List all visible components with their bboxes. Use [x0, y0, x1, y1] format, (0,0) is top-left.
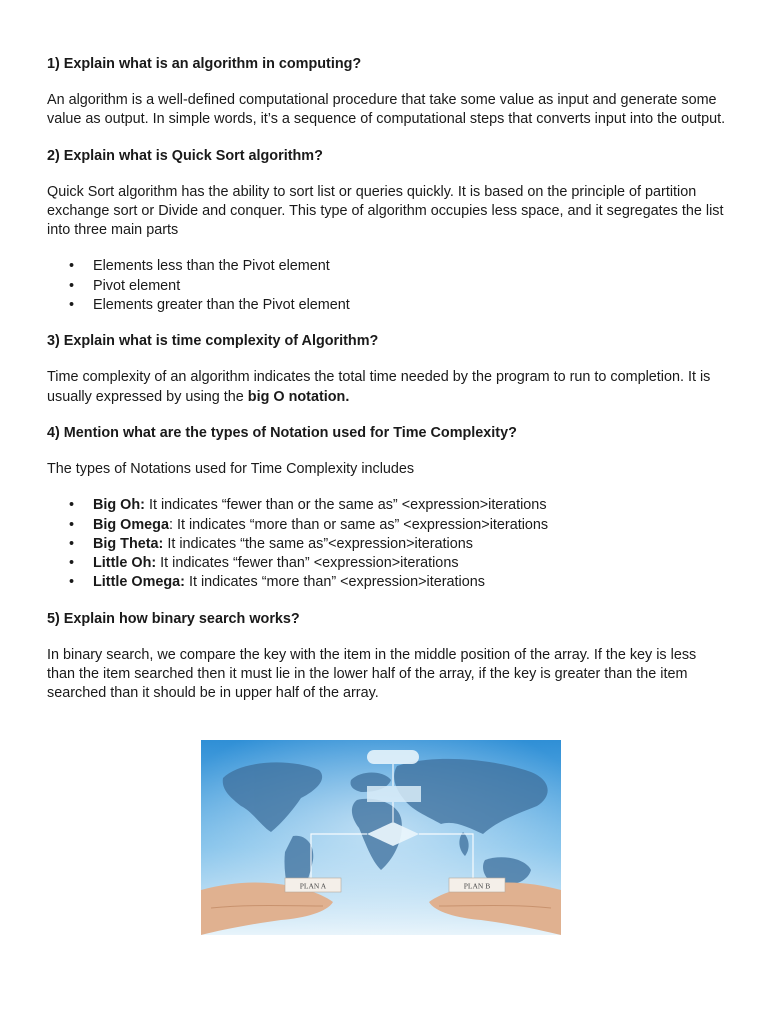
list-item: • Big Omega: It indicates “more than or same as” <expression>iterations: [47, 516, 727, 535]
document-body: [47, 55, 727, 721]
list-item: • Elements less than the Pivot element: [47, 257, 727, 276]
flowchart-hands-illustration: [201, 740, 561, 935]
paragraph-q2: Quick Sort algorithm has the ability to sort list or queries quickly. It is based on the principle of partition exchange sort or Divide and conquer. This type of algorithm occupies less space, and it segregates the list into three main parts: [47, 183, 724, 239]
flowchart-process-node: [367, 786, 421, 802]
plan-b-label: PLAN B: [463, 881, 491, 891]
bullet-icon: •: [69, 277, 75, 294]
quicksort-parts-list: [47, 257, 727, 315]
big-o-emphasis: big O notation.: [247, 388, 350, 405]
paragraph-q1: An algorithm is a well-defined computational procedure that take some value as input and generate some value as output. In simple words, it’s a sequence of computational steps that converts input into the output.: [47, 92, 726, 128]
bullet-icon: •: [69, 497, 75, 514]
list-item: • Big Oh: It indicates “fewer than or the same as” <expression>iterations: [47, 496, 727, 515]
heading-q5: 5) Explain how binary search works?: [47, 610, 300, 627]
list-item: • Little Omega: It indicates “more than” <expression>iterations: [47, 573, 727, 592]
bullet-icon: •: [69, 297, 75, 314]
list-item: • Pivot element: [47, 277, 727, 296]
bullet-icon: •: [69, 555, 75, 572]
heading-q4: 4) Mention what are the types of Notation used for Time Complexity?: [47, 424, 517, 441]
plan-a-label: PLAN A: [299, 881, 327, 891]
flowchart-start-node: [367, 750, 419, 764]
list-item: • Little Oh: It indicates “fewer than” <expression>iterations: [47, 554, 727, 573]
heading-q1: 1) Explain what is an algorithm in computing?: [47, 56, 362, 72]
illustration-svg: [201, 740, 561, 935]
heading-q2: 2) Explain what is Quick Sort algorithm?: [47, 147, 323, 164]
list-item: • Big Theta: It indicates “the same as”<expression>iterations: [47, 535, 727, 554]
paragraph-q3: Time complexity of an algorithm indicates the total time needed by the program to run to completion. It is usually expressed by using the big O notation.: [47, 369, 711, 405]
heading-q3: 3) Explain what is time complexity of Algorithm?: [47, 333, 379, 350]
paragraph-q4: The types of Notations used for Time Complexity includes: [47, 460, 415, 477]
bullet-icon: •: [69, 535, 75, 552]
notation-list: [47, 496, 727, 592]
list-item: • Elements greater than the Pivot element: [47, 296, 727, 315]
bullet-icon: •: [69, 258, 75, 275]
paragraph-q5: In binary search, we compare the key with the item in the middle position of the array. If the key is less than the item searched then it must lie in the lower half of the array, if the key is greater than the item searched than it should be in upper half of the array.: [47, 646, 697, 702]
bullet-icon: •: [69, 516, 75, 533]
bullet-icon: •: [69, 574, 75, 591]
